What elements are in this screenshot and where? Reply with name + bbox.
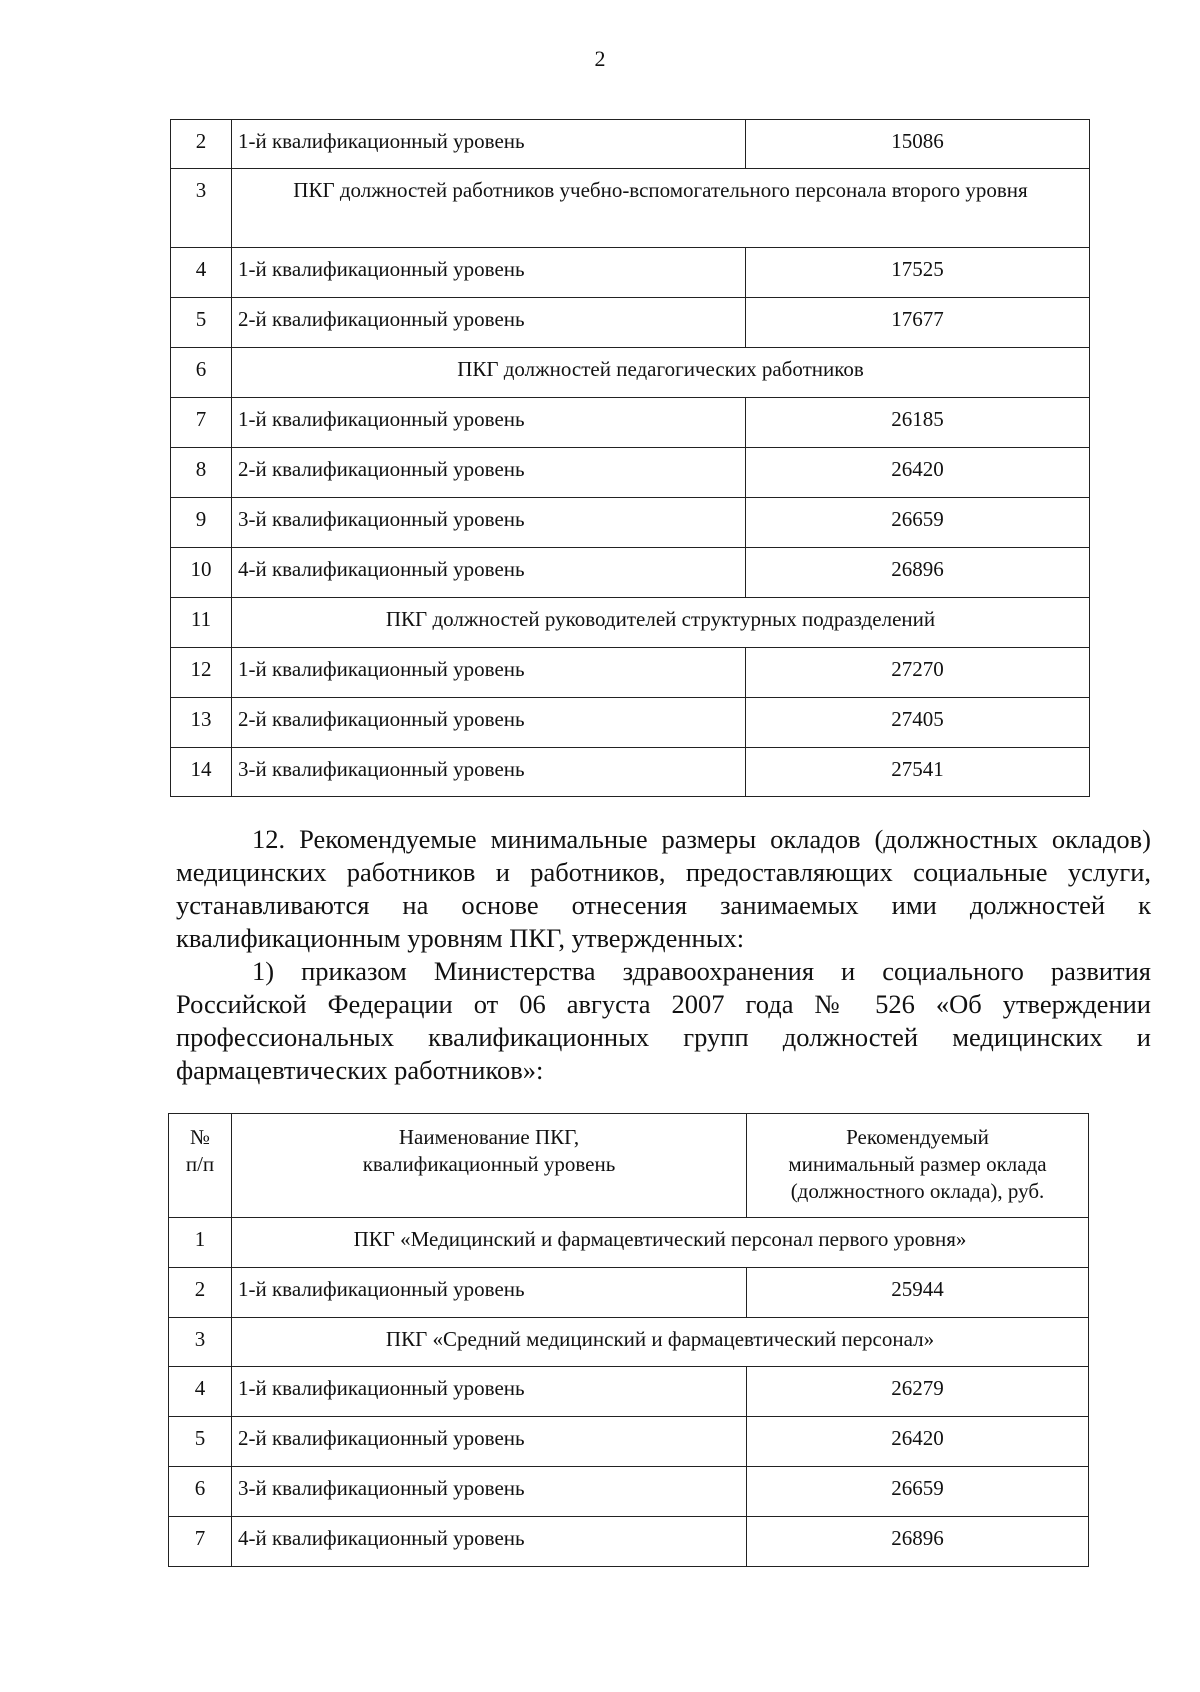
table-row (171, 120, 1090, 169)
row-number: 9 (171, 498, 232, 548)
qualification-level: 1-й квалификационный уровень (232, 648, 746, 698)
salary-value: 26279 (747, 1367, 1089, 1417)
header-num: № п/п (169, 1114, 232, 1218)
row-number: 11 (171, 598, 232, 648)
table-row (171, 698, 1090, 748)
row-number: 4 (171, 248, 232, 298)
qualification-level: 1-й квалификационный уровень (232, 120, 746, 169)
group-name: ПКГ «Средний медицинский и фармацевтический персонал» (232, 1318, 1089, 1367)
row-number: 1 (169, 1218, 232, 1268)
table-row (169, 1417, 1089, 1467)
table-row (169, 1268, 1089, 1318)
header-name: Наименование ПКГ, квалификационный уровень (232, 1114, 747, 1218)
row-number: 7 (169, 1517, 232, 1567)
table-row (171, 248, 1090, 298)
row-number: 3 (171, 169, 232, 248)
page-number: 2 (594, 46, 606, 71)
group-row (171, 598, 1090, 648)
row-number: 14 (171, 748, 232, 797)
row-number: 12 (171, 648, 232, 698)
table-row (171, 398, 1090, 448)
row-number: 5 (171, 298, 232, 348)
row-number: 4 (169, 1367, 232, 1417)
table-row (169, 1517, 1089, 1567)
group-name: ПКГ должностей руководителей структурных подразделений (232, 598, 1090, 648)
qualification-level: 1-й квалификационный уровень (232, 248, 746, 298)
qualification-level: 1-й квалификационный уровень (232, 1367, 747, 1417)
salary-value: 26659 (746, 498, 1090, 548)
group-name: ПКГ «Медицинский и фармацевтический персонал первого уровня» (232, 1218, 1089, 1268)
row-number: 6 (169, 1467, 232, 1517)
salary-value: 26185 (746, 398, 1090, 448)
table-row (171, 448, 1090, 498)
salary-value: 27541 (746, 748, 1090, 797)
table-body (169, 1218, 1089, 1567)
salary-table-continued (170, 119, 1090, 797)
qualification-level: 3-й квалификационный уровень (232, 498, 746, 548)
group-name: ПКГ должностей педагогических работников (232, 348, 1090, 398)
salary-value: 25944 (747, 1268, 1089, 1318)
row-number: 10 (171, 548, 232, 598)
qualification-level: 2-й квалификационный уровень (232, 448, 746, 498)
table-row (171, 548, 1090, 598)
medical-salary-table (168, 1113, 1089, 1567)
table-row (171, 498, 1090, 548)
qualification-level: 1-й квалификационный уровень (232, 398, 746, 448)
row-number: 6 (171, 348, 232, 398)
group-row (169, 1218, 1089, 1268)
salary-value: 15086 (746, 120, 1090, 169)
group-name: ПКГ должностей работников учебно-вспомогательного персонала второго уровня (232, 169, 1090, 248)
table-header-row (169, 1114, 1089, 1218)
qualification-level: 2-й квалификационный уровень (232, 298, 746, 348)
paragraph-1-text: 1) приказом Министерства здравоохранения и социального развития Российской Федерации от 06 августа 2007 года № 526 «Об утверждении профессиональных квалификационных групп должностей медицинских и фармацевтических работников»: (176, 956, 1151, 1085)
qualification-level: 2-й квалификационный уровень (232, 1417, 747, 1467)
table-row (169, 1367, 1089, 1417)
salary-value: 17525 (746, 248, 1090, 298)
table-row (171, 748, 1090, 797)
salary-value: 17677 (746, 298, 1090, 348)
row-number: 8 (171, 448, 232, 498)
group-row (171, 348, 1090, 398)
header-value: Рекомендуемый минимальный размер оклада (должностного оклада), руб. (747, 1114, 1089, 1218)
row-number: 13 (171, 698, 232, 748)
row-number: 2 (171, 120, 232, 169)
salary-value: 26420 (747, 1417, 1089, 1467)
paragraph-12-text: 12. Рекомендуемые минимальные размеры окладов (должностных окладов) медицинских работников и работников, предоставляющих социальные услуги, устанавливаются на основе отнесения занимаемых ими должностей к квалификационным уровням ПКГ, утвержденных: (176, 824, 1151, 953)
qualification-level: 4-й квалификационный уровень (232, 1517, 747, 1567)
qualification-level: 3-й квалификационный уровень (232, 748, 746, 797)
salary-value: 26896 (747, 1517, 1089, 1567)
group-row (171, 169, 1090, 248)
row-number: 5 (169, 1417, 232, 1467)
table-row (171, 648, 1090, 698)
salary-value: 27270 (746, 648, 1090, 698)
table-row (169, 1467, 1089, 1517)
salary-value: 26659 (747, 1467, 1089, 1517)
qualification-level: 1-й квалификационный уровень (232, 1268, 747, 1318)
table-row (171, 298, 1090, 348)
paragraph-1 (176, 955, 1151, 1087)
qualification-level: 2-й квалификационный уровень (232, 698, 746, 748)
salary-value: 27405 (746, 698, 1090, 748)
qualification-level: 4-й квалификационный уровень (232, 548, 746, 598)
row-number: 3 (169, 1318, 232, 1367)
paragraph-12 (176, 823, 1151, 955)
group-row (169, 1318, 1089, 1367)
row-number: 2 (169, 1268, 232, 1318)
salary-value: 26420 (746, 448, 1090, 498)
table-body (171, 120, 1090, 797)
row-number: 7 (171, 398, 232, 448)
qualification-level: 3-й квалификационный уровень (232, 1467, 747, 1517)
salary-value: 26896 (746, 548, 1090, 598)
